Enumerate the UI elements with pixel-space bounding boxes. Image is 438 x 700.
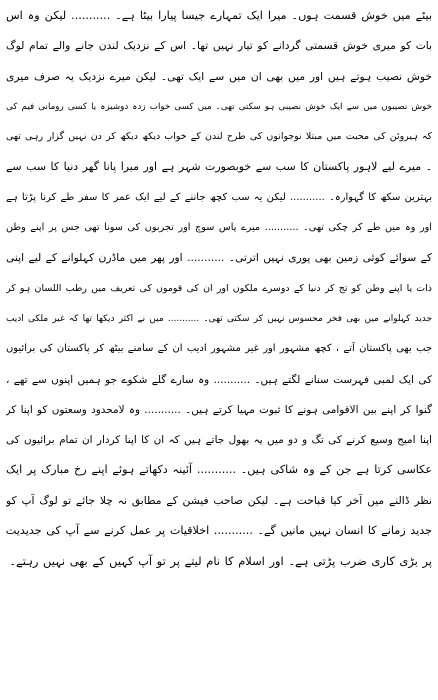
text-line: اپنا امیج وسیع کرنے کی تگ و دو میں یہ بھول جاتے ہیں کہ ان کا اپنا کردار ان تمام برائیوں کی: [6, 434, 432, 447]
text-line: نظر ڈالنے میں آخر کیا قباحت ہے۔ لیکن صاحب فیشن کے مطابق نہ چلا جائے تو لوگ آپ کو: [6, 493, 432, 507]
text-line: بات کو میری خوش قسمتی گردانے کو تیار نہیں تھا۔ اس کے نزدیک لندن جانے والے تمام لوگ: [6, 39, 432, 53]
text-line: بیٹے میں خوش قسمت ہوں۔ میرا ایک تمہارے جیسا پیارا بیٹا ہے۔ ........... لیکن وہ اس: [6, 9, 432, 22]
text-line: خوش نصیب ہوتے ہیں اور میں بھی ان میں سے ایک تھی۔ لیکن میرے نزدیک یہ صرف میری: [6, 69, 432, 83]
text-line: ۔ میرے لیے لاہور پاکستان کا سب سے خوبصورت شہر ہے اور میرا پانا گھر دنیا کا سب سے: [6, 160, 432, 174]
text-line: کے سوائے کوئی زمین بھی پوری نہیں اترتی۔ ........... اور پھر میں ماڈرن کہلوانے کے لیے اپنی: [6, 251, 432, 265]
text-line: ذات یا اپنے وطن کو تج کر دنیا کے دوسرے ملکوں اور ان کی قوموں کی تعریف میں رطب اللسان ہو کر: [6, 282, 432, 294]
text-line: بہترین سکھ کا گہوارہ۔ ........... لیکن یہ سب کچھ جاننے کے لیے ایک عمر کا سفر طے کرنا پڑتا ہے: [6, 191, 432, 203]
text-line: جب بھی پاکستان آتے ، کچھ مشہور اور غیر مشہور ادیب ان کے سامنے بیٹھ کر پاکستان کی برائیوں: [6, 343, 432, 355]
text-line: گنوا کر اپنے بین الاقوامی ہونے کا ثبوت مہیا کرتے ہیں۔ ........... وہ لامحدود وسعتوں کو اپنا کر: [6, 403, 432, 416]
text-line: جدید کہلوانے میں بھی فخر محسوس نہیں کر سکتی تھی۔ ........... میں نے اکثر دیکھا تھا کہ غیر ملکی ادیب: [6, 313, 432, 324]
text-line: کہ ہیروئن کی محبت میں مبتلا نوجوانوں کی طرح لندن کے خواب دیکھ دیکھ کر دن نہیں گزار رہی تھی: [6, 131, 432, 143]
text-line: اور وہ میں طے کر چکی تھی۔ ........... میرے پاس سوچ اور تجربوں کی سونا تھی جس پر اپنے وطن: [6, 222, 432, 234]
text-line: پر بڑی کاری ضرب پڑتی ہے۔ اور اسلام کا نام لیتے پر تو آپ کہیں کے بھی نہیں رہتے۔: [9, 554, 432, 569]
text-line: خوش نصیبوں میں سے ایک خوش نصیبی ہو سکتی تھی۔ میں کسی خواب زدہ دوشیزہ یا کسی رومانی فیم کی: [6, 101, 432, 112]
paragraph: [6, 1, 432, 577]
text-line: جدید زمانے کا انسان نہیں مانیں گے۔ ........... اخلاقیات پر عمل کرنے سے آپ کی جدیدیت: [6, 524, 432, 538]
text-line: عکاسی کرتا ہے جن کے وہ شاکی ہیں۔ ........... آئینہ دکھاتے ہوئے اپنے رخ مبارک پر ایک: [6, 463, 432, 477]
text-line: کی ایک لمبی فہرست سنانے لگتے ہیں۔ ........... وہ سارے گلے شکوے جو ہمیں اپنوں سے تھے ،: [6, 373, 432, 386]
